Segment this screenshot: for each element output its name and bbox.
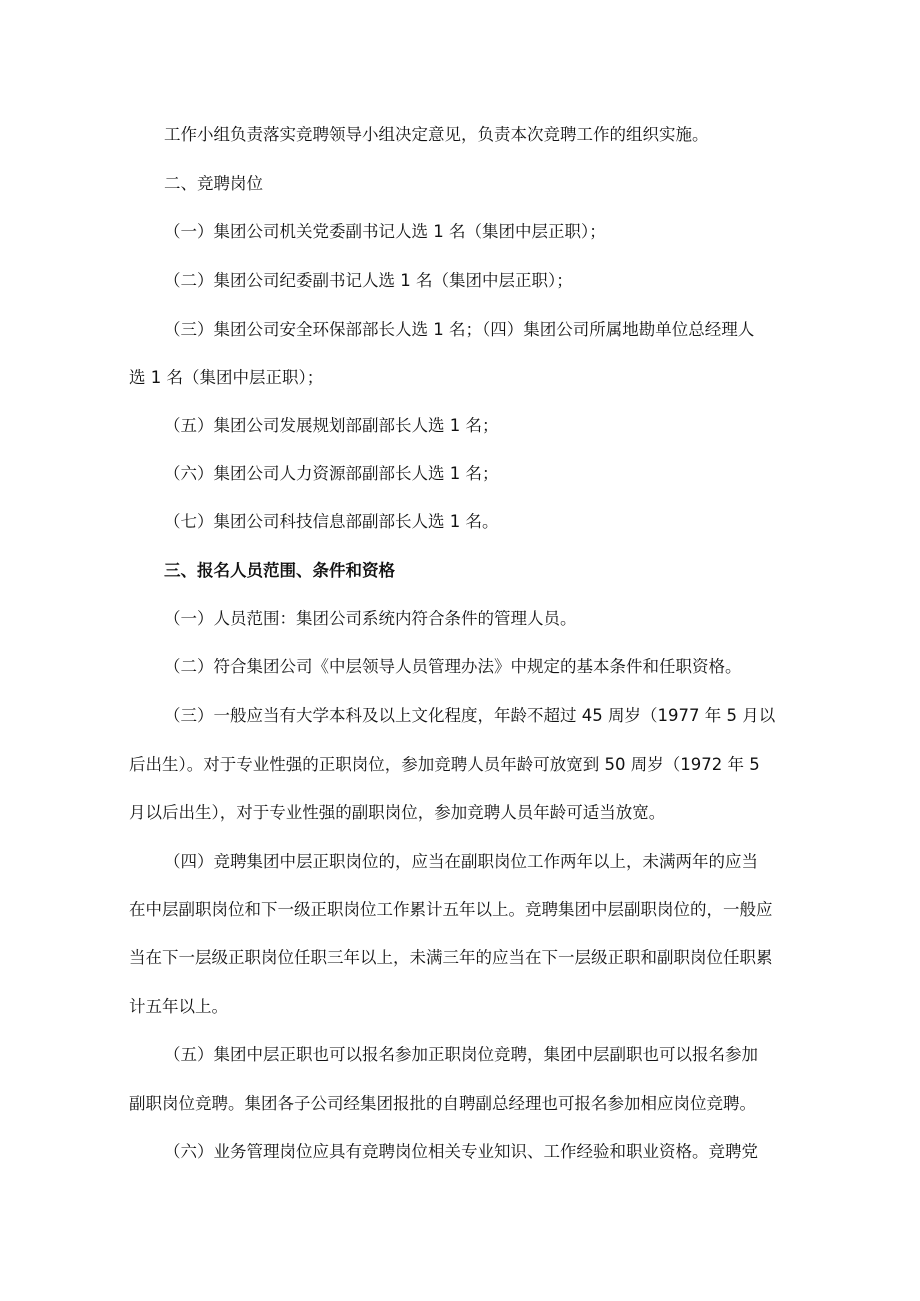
list-item: （三）集团公司安全环保部部长人选 1 名；（四）集团公司所属地勘单位总经理人 xyxy=(164,320,755,339)
list-item: （六）业务管理岗位应具有竞聘岗位相关专业知识、工作经验和职业资格。竞聘党 xyxy=(164,1142,758,1161)
list-item-continuation: 在中层副职岗位和下一级正职岗位工作累计五年以上。竞聘集团中层副职岗位的，一般应 xyxy=(129,900,773,919)
list-item-continuation: 选 1 名（集团中层正职）； xyxy=(129,368,324,387)
paragraph-line: 工作小组负责落实竞聘领导小组决定意见，负责本次竞聘工作的组织实施。 xyxy=(164,125,709,144)
list-item-continuation: 副职岗位竞聘。集团各子公司经集团报批的自聘副总经理也可报名参加相应岗位竞聘。 xyxy=(129,1094,756,1113)
list-item-continuation: 月以后出生），对于专业性强的副职岗位，参加竞聘人员年龄可适当放宽。 xyxy=(129,803,666,822)
list-item: （三）一般应当有大学本科及以上文化程度，年龄不超过 45 周岁（1977 年 5 月以 xyxy=(164,706,776,725)
list-item: （五）集团公司发展规划部副部长人选 1 名； xyxy=(164,416,499,435)
list-item: （四）竞聘集团中层正职岗位的，应当在副职岗位工作两年以上，未满两年的应当 xyxy=(164,852,758,871)
list-item-continuation: 计五年以上。 xyxy=(129,997,228,1016)
list-item-continuation: 后出生）。对于专业性强的正职岗位，参加竞聘人员年龄可放宽到 50 周岁（1972 年 5 xyxy=(129,755,760,774)
list-item: （一）人员范围：集团公司系统内符合条件的管理人员。 xyxy=(164,609,577,628)
section-heading: 三、报名人员范围、条件和资格 xyxy=(164,561,395,580)
list-item: （五）集团中层正职也可以报名参加正职岗位竞聘，集团中层副职也可以报名参加 xyxy=(164,1045,758,1064)
section-heading: 二、竞聘岗位 xyxy=(164,174,263,193)
list-item: （一）集团公司机关党委副书记人选 1 名（集团中层正职）； xyxy=(164,222,606,241)
list-item: （二）集团公司纪委副书记人选 1 名（集团中层正职）； xyxy=(164,271,573,290)
list-item-continuation: 当在下一层级正职岗位任职三年以上，未满三年的应当在下一层级正职和副职岗位任职累 xyxy=(129,948,773,967)
list-item: （七）集团公司科技信息部副部长人选 1 名。 xyxy=(164,512,499,531)
list-item: （二）符合集团公司《中层领导人员管理办法》中规定的基本条件和任职资格。 xyxy=(164,657,742,676)
list-item: （六）集团公司人力资源部副部长人选 1 名； xyxy=(164,464,499,483)
